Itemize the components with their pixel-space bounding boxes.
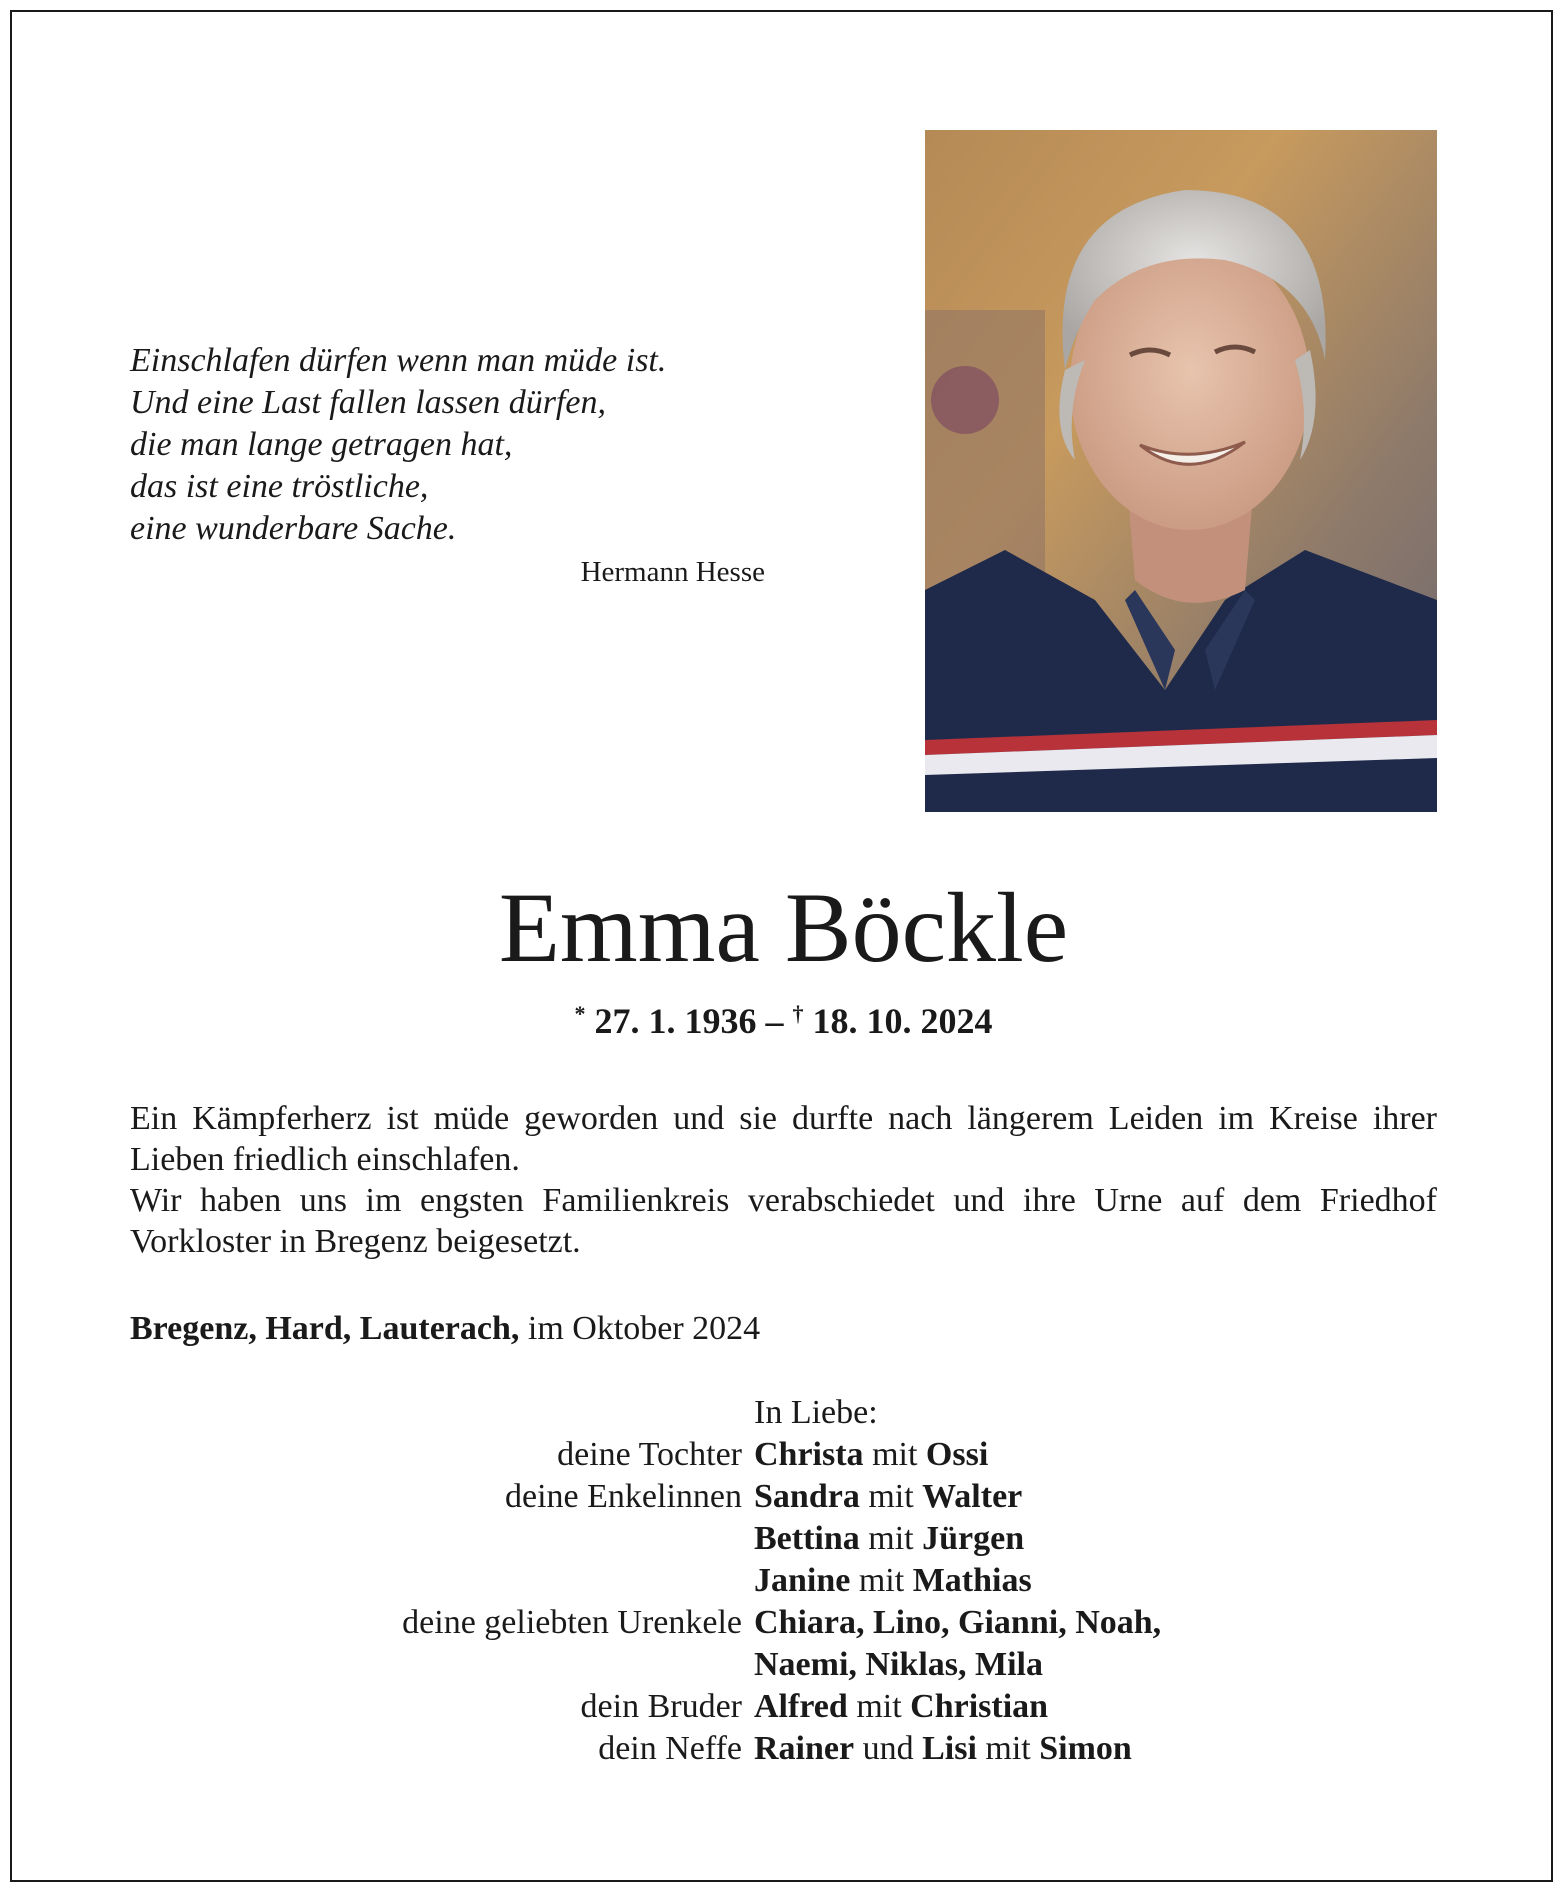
obituary-text [130, 1098, 1437, 1262]
family-names [754, 1518, 1024, 1560]
date-text: im Oktober 2024 [519, 1310, 761, 1347]
birth-date: 27. 1. 1936 [594, 1001, 757, 1041]
death-symbol: † [792, 1001, 804, 1026]
family-relation: deine geliebten Urenkele [402, 1604, 742, 1641]
quote-line: Einschlafen dürfen wenn man müde ist. [130, 342, 667, 379]
family-names [754, 1560, 1032, 1602]
family-row [0, 1728, 1567, 1770]
family-list [0, 1392, 1567, 1770]
quote-line: Und eine Last fallen lassen dürfen, [130, 384, 606, 421]
portrait-photo [925, 130, 1437, 812]
family-connector: und [854, 1730, 923, 1767]
family-member-name: Naemi, Niklas, Mila [754, 1646, 1043, 1683]
place-date-line [130, 1310, 760, 1348]
family-connector: mit [863, 1436, 926, 1473]
family-row [0, 1518, 1567, 1560]
quote-line: die man lange getragen hat, [130, 426, 513, 463]
family-names [754, 1434, 988, 1476]
family-row [0, 1644, 1567, 1686]
text-paragraph: Wir haben uns im engsten Familienkreis verabschiedet und ihre Urne auf dem Friedhof Vorkloster in Bregenz beigesetzt. [130, 1182, 1437, 1260]
family-row [0, 1686, 1567, 1728]
family-member-name: Walter [922, 1478, 1023, 1515]
family-row [0, 1476, 1567, 1518]
family-member-name: Mathias [912, 1562, 1032, 1599]
quote-author: Hermann Hesse [580, 556, 765, 588]
death-date: 18. 10. 2024 [812, 1001, 993, 1041]
deceased-name: Emma Böckle [498, 872, 1069, 983]
family-member-name: Ossi [925, 1436, 989, 1473]
date-separator: – [756, 1001, 793, 1041]
poem-quote [130, 340, 780, 550]
family-intro-row [0, 1392, 1567, 1434]
family-member-name: Lisi [922, 1730, 977, 1767]
quote-line: das ist eine tröstliche, [130, 468, 429, 505]
family-member-name: Simon [1039, 1730, 1132, 1767]
family-connector: mit [859, 1520, 923, 1557]
family-member-name: Christian [910, 1688, 1049, 1725]
family-member-name: Chiara, Lino, Gianni, Noah, [754, 1604, 1162, 1641]
family-connector: mit [859, 1478, 923, 1515]
family-connector: mit [976, 1730, 1040, 1767]
family-member-name: Rainer [754, 1730, 855, 1767]
family-member-name: Christa [754, 1436, 864, 1473]
family-row [0, 1434, 1567, 1476]
family-row [0, 1560, 1567, 1602]
family-row [0, 1602, 1567, 1644]
life-dates [0, 1000, 1567, 1042]
family-relation: dein Bruder [580, 1688, 742, 1725]
family-member-name: Jürgen [922, 1520, 1025, 1557]
family-member-name: Janine [754, 1562, 851, 1599]
quote-line: eine wunderbare Sache. [130, 510, 457, 547]
family-names [754, 1728, 1132, 1770]
family-relation: dein Neffe [598, 1730, 742, 1767]
text-paragraph: Ein Kämpferherz ist müde geworden und sie durfte nach längerem Leiden im Kreise ihrer Lieben friedlich einschlafen. [130, 1100, 1437, 1178]
birth-symbol: * [574, 1001, 586, 1026]
family-relation: deine Tochter [557, 1436, 742, 1473]
family-names [754, 1602, 1161, 1644]
family-relation: deine Enkelinnen [505, 1478, 742, 1515]
family-intro: In Liebe: [754, 1394, 878, 1431]
family-member-name: Sandra [754, 1478, 860, 1515]
family-member-name: Bettina [754, 1520, 860, 1557]
family-names [754, 1686, 1048, 1728]
family-member-name: Alfred [754, 1688, 848, 1725]
family-names [754, 1644, 1043, 1686]
places: Bregenz, Hard, Lauterach, [130, 1310, 520, 1347]
family-connector: mit [847, 1688, 911, 1725]
family-names [754, 1476, 1022, 1518]
family-connector: mit [850, 1562, 913, 1599]
